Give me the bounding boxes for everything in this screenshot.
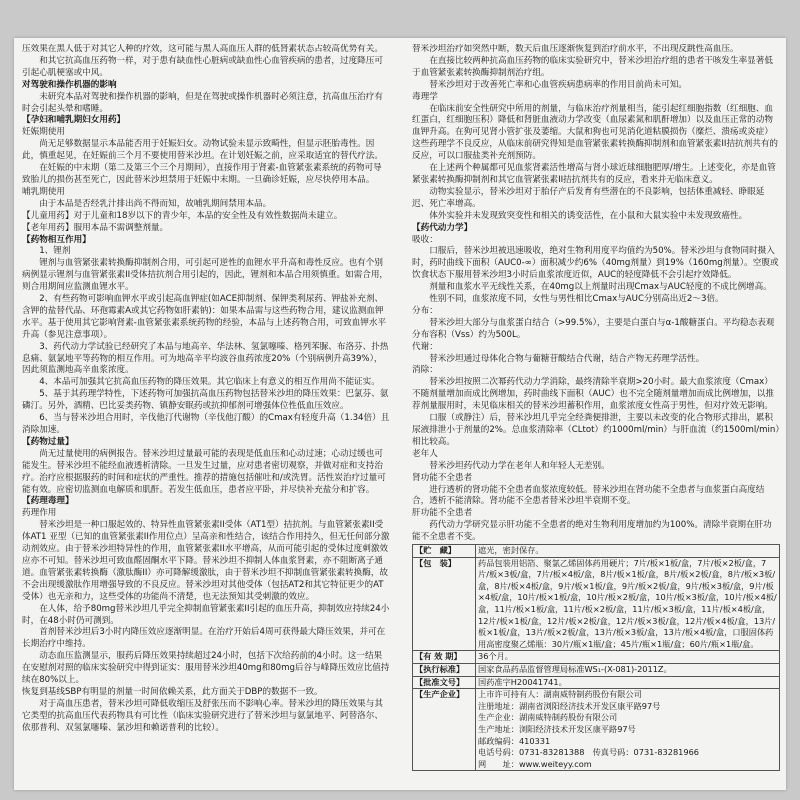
text-paragraph: 由于本品是否经乳汁排出尚不得而知，故哺乳期间禁用本品。 bbox=[39, 198, 272, 209]
text-paragraph: 压效果在黑人低于对其它人种的疗效，这可能与黑人高血压人群的低肾素状态占较高优势有关。 bbox=[22, 44, 383, 54]
product-info-row bbox=[413, 545, 780, 558]
text-paragraph: 1、锂剂 bbox=[39, 246, 71, 257]
text-paragraph: 在妊娠的中末期（第二及第三个三个月期间），直接作用于肾素-血管紧张素系统的药物可导致胎儿的损伤甚至死亡，因此替米沙坦禁用于妊娠中末期。一旦确诊妊娠，应尽快停用本品。 bbox=[22, 163, 382, 185]
text-paragraph: 替米沙坦对于改善死亡率和心血管疾病患病率的作用目前尚未可知。 bbox=[429, 79, 688, 90]
product-info-row bbox=[413, 557, 780, 651]
product-info-row bbox=[413, 651, 780, 664]
info-value: 上市许可持有人：湖南威特制药股份有限公司 注册地址：湖南省浏阳经济技术开发区康平路97号 生产企业：湖南威特制药股份有限公司 生产地址：浏阳经济技术开发区康平路97号 邮政编码：410331 电话号码：0731-83281388 传真号码：0731-83281966 网 址：www.weiteyy.com bbox=[476, 689, 780, 771]
product-info-row bbox=[413, 689, 780, 771]
right-text-column bbox=[412, 44, 780, 786]
info-value: 遮光，密封保存。 bbox=[476, 545, 780, 558]
text-paragraph: 锂剂与血管紧张素转换酶抑制剂合用，可引起可逆性的血锂水平升高和毒性反应。也有个别病例显示锂剂与血管紧张素II受体拮抗剂合用引起的，因此，锂剂和本品合用须慎重。如需合用，则合用期间应监测血锂水平。 bbox=[22, 258, 389, 293]
left-text-column bbox=[22, 44, 390, 786]
info-label: 【批准文号】 bbox=[413, 676, 476, 689]
info-label: 【生产企业】 bbox=[413, 689, 476, 771]
text-paragraph: 尚无过量使用的病例报告。替米沙坦过量最可能的表现是低血压和心动过速；心动过缓也可能发生。替米沙坦不能经血液透析清除。一旦发生过量，应对患者密切观察，并做对症和支持治疗。治疗应根据服药的时间和症状的严重性。推荐的措施包括催吐和/或洗胃。活性炭治疗过量可能有效。应密切监测血电解质和肌酐。若发生低血压，患者应平卧，并尽快补充盐分和扩容。 bbox=[22, 448, 386, 495]
text-paragraph: 动物实验显示，替米沙坦对于胎仔产后发育有些潜在的不良影响，包括体重减轻、睁眼延迟、死亡率增高。 bbox=[412, 186, 765, 209]
text-paragraph: 消除： bbox=[412, 365, 438, 376]
info-value: 国家食品药品监督管理局标准WS₁-(X-081)-2011Z。 bbox=[476, 664, 780, 677]
section-heading: 【药理毒理】 bbox=[22, 496, 74, 507]
text-paragraph: 药代动力学研究显示肝功能不全患者的绝对生物利用度增加约为100%。清除半衰期在肝功能不全患者不变。 bbox=[412, 520, 772, 543]
text-paragraph: 和其它抗高血压药物一样，对于患有缺血性心脏病或缺血性心血管疾病的患者，过度降压可引起心肌梗塞或中风。 bbox=[22, 55, 383, 78]
right-text-body bbox=[412, 44, 780, 544]
text-paragraph: 替米沙坦是一种口服起效的、特异性血管紧张素II受体（AT1型）拮抗剂。与血管紧张素II受体AT1 亚型（已知的血管紧张素II作用位点）呈高亲和性结合，该结合作用持久，但无任何部分激动剂效应。由于替米沙坦特异性的作用，血管紧张素II水平增高，从而可能引起的受体过度刺激效应亦不可知。替米沙坦可致血醛固酮水平下降。替米沙坦不抑制人体血浆肾素，亦不阻断离子通道。血管紧张素转换酶（激肽酶II）亦可降解缓激肽，由于替米沙坦不抑制血管紧张素转换酶，故不会出现缓激肽作用增强导致的不良反应。替米沙坦对其他受体（包括AT2和其它特征更少的AT受体）也无亲和力，这些受体的功能尚不清楚，也无法预知其受刺激的效应。 bbox=[22, 520, 390, 602]
text-paragraph: 未研究本品对驾驶和操作机器的影响，但是在驾驶或操作机器时必须注意，抗高血压治疗有时会引起头晕和嗜睡。 bbox=[22, 91, 383, 114]
text-paragraph: 老年人 bbox=[412, 448, 438, 459]
text-paragraph: 替米沙坦按照二次幂药代动力学消除，最终清除半衰期>20小时。最大血浆浓度（Cmax）不随剂量增加而成比例增加，药时曲线下面积（AUC）也不完全随剂量增加而成比例增加，以推荐剂量服用时，未见临床相关的替米沙坦蓄积作用，血浆浓度女性高于男性，但对疗效无影响。 bbox=[412, 377, 774, 412]
text-paragraph: 在上述两个种属都可见血浆肾素活性增高与肾小球近球细胞肥厚/增生。上述变化，亦是血管紧张素转换酶抑制剂和其它血管紧张素II拮抗剂共有的反应，看来并无临床意义。 bbox=[412, 163, 776, 185]
text-paragraph: 毒理学 bbox=[412, 91, 438, 102]
text-paragraph: 对于高血压患者，替米沙坦可降低收缩压及舒张压而不影响心率。替米沙坦的降压效果与其它类型的抗高血压代表药物具有可比性（临床实验研究进行了替米沙坦与氨氯地平、阿替洛尔、依那普利、双氢氯噻嗪、氯沙坦和赖诺普利的比较）。 bbox=[22, 698, 383, 733]
text-paragraph: 药理作用 bbox=[22, 508, 57, 519]
text-paragraph: 替米沙坦大部分与血浆蛋白结合（>99.5%），主要是白蛋白与α-1酸糖蛋白。平均稳态表观分布容积（Vss）约为500L。 bbox=[412, 317, 775, 340]
text-paragraph: 体外实验并未发现致突变性和相关的诱变活性，在小鼠和大鼠实验中未发现致癌性。 bbox=[429, 210, 748, 221]
text-paragraph: 替米沙坦通过母体化合物与葡糖苷酸结合代谢，结合产物无药理学活性。 bbox=[429, 353, 705, 364]
text-paragraph: 替米沙坦治疗如突然中断，数天后血压逐渐恢复到治疗前水平，不出现反跳性高血压。 bbox=[412, 44, 739, 54]
info-value: 国药准字H20041741。 bbox=[476, 676, 780, 689]
info-value: 36个月。 bbox=[476, 651, 780, 664]
text-paragraph: 口服后，替米沙坦被迅速吸收，绝对生物利用度平均值约为50%。替米沙坦与食物同时摄入时，药时曲线下面积（AUC0-∞）面积减少约6%（40mg剂量）到19%（160mg剂量）。空腹或饮食状态下服用替米沙坦3小时后血浆浓度近似，AUC的轻度降低不会引起疗效降低。 bbox=[412, 246, 779, 281]
section-heading: 【药物过量】 bbox=[22, 436, 74, 447]
section-heading: 对驾驶和操作机器的影响 bbox=[22, 79, 117, 90]
text-paragraph: 5、基于其药理学特性，下述药物可加强抗高血压药物包括替米沙坦的降压效果：巴氯芬、氨磷汀。另外，酒精、巴比妥类药物、镇静安眠药或抗抑郁剂可增强体位性低血压效应。 bbox=[22, 389, 389, 412]
section-heading: 【药代动力学】 bbox=[412, 222, 473, 233]
text-paragraph: 首剂替米沙坦后3小时内降压效应逐渐明显。在治疗开始后4周可获得最大降压效果，并可在长期治疗中维持。 bbox=[22, 627, 386, 650]
text-paragraph: 妊娠期使用 bbox=[22, 127, 65, 138]
text-paragraph: 剂量和血浆水平无线性关系，在40mg以上剂量时出现Cmax与AUC轻度的不成比例增高。 bbox=[429, 282, 772, 293]
text-paragraph: 性别不同，血浆浓度不同，女性与男性相比Cmax与AUC分别高出近2～3倍。 bbox=[429, 294, 724, 305]
product-info-row bbox=[413, 664, 780, 677]
text-paragraph: 哺乳期使用 bbox=[22, 186, 65, 197]
text-paragraph: 在临床前安全性研究中所用的剂量，与临床治疗剂量相当，能引起红细胞指数（红细胞、血红蛋白，红细胞压积）降低和肾脏血液动力学改变（血尿素氮和肌酐增加）以及血压正常的动物血钾升高。在狗可见肾小管扩张及萎缩。大鼠和狗也可见消化道粘膜损伤（糜烂、溃疡或炎症）这些药理学不良反应，从临床前研究得知是血管紧张素转换酶抑制剂和血管紧张素II拮抗剂共有的反应，可以口服盐类补充剂预防。 bbox=[412, 103, 779, 162]
text-paragraph: 6、当与替米沙坦合用时，辛伐他汀代谢物（辛伐他汀酸）的Cmax有轻度升高（1.34倍）且消除加速。 bbox=[22, 413, 390, 435]
text-paragraph: 2、有些药物可影响血钾水平或引起高血钾症(如ACE抑制剂、保钾类利尿药、钾盐补充剂、含钾的盐替代品、环孢霉素A或其它药物如肝素钠)：如果本品需与这些药物合用，建议监测血钾水平。基于使用其它影响肾素-血管紧张素系统药物的经验，本品与上述药物合用，可致血钾水平升高（参见注意事项）。 bbox=[22, 294, 387, 340]
text-paragraph: 尚无足够数据显示本品能否用于妊娠妇女。动物试验未显示致畸性，但显示胚胎毒性。因此，慎重起见，在妊娠前三个月不要使用替米沙坦。在计划妊娠之前，应采取适宜的替代疗法。 bbox=[22, 139, 383, 162]
section-heading: 【孕妇和哺乳期妇女用药】 bbox=[22, 115, 126, 126]
text-paragraph: 动态血压监测显示，服药后降压效果持续超过24小时，包括下次给药前的4小时。这一结果在安慰剂对照的临床实验研究中得到证实：服用替米沙坦40mg和80mg后谷与峰降压效应比值持续在80%以上。 bbox=[22, 651, 390, 686]
text-paragraph: 肝功能不全患者 bbox=[412, 508, 473, 519]
info-value: 药品包装用铝箔、聚氯乙烯固体药用硬片；7片/板×1板/盒，7片/板×2板/盒，7片/板×3板/盒，7片/板×4板/盒，8片/板×1板/盒，8片/板×2板/盒，8片/板×3板/盒，8片/板×4板/盒，9片/板×1板/盒，9片/板×2板/盒，9片/板×3板/盒，9片/板×4板/盒，10片/板×1板/盒，10片/板×2板/盒，10片/板×3板/盒，10片/板×4板/盒，11片/板×1板/盒，11片/板×2板/盒，11片/板×3板/盒，11片/板×4板/盒，12片/板×1板/盒，12片/板×2板/盒，12片/板×3板/盒，12片/板×4板/盒，13片/板×1板/盒，13片/板×2板/盒，13片/板×3板/盒，13片/板×4板/盒，口服固体药用高密度聚乙烯瓶：30片/瓶×1瓶/盒；45片/瓶×1瓶/盒；60片/瓶×1瓶/盒。 bbox=[476, 557, 780, 651]
package-insert-page bbox=[14, 38, 786, 790]
text-paragraph: 恢复到基线SBP有明显的剂量一时间依赖关系，此方面关于DBP的数据不一致。 bbox=[22, 686, 323, 697]
info-label: 【执行标准】 bbox=[413, 664, 476, 677]
text-paragraph: 吸收： bbox=[412, 234, 438, 245]
info-label: 【有 效 期】 bbox=[413, 651, 476, 664]
text-paragraph: 肾功能不全患者 bbox=[412, 472, 473, 483]
product-info-table bbox=[412, 544, 780, 771]
text-paragraph: 口服（或静注）后，替米沙坦几乎完全经粪便排泄，主要以未改变的化合物形式排出，累积尿液排泄小于剂量的2%。总血浆清除率（CLtot）约1000ml/min）与肝血流（约1500ml/min）相比较高。 bbox=[412, 413, 780, 447]
text-paragraph: 代谢： bbox=[412, 341, 438, 352]
text-paragraph: 3、药代动力学试验已经研究了本品与地高辛、华法林、氢氯噻嗪、格列苯脲、布洛芬、扑热息痛、氨氯地平等药物的相互作用。可为地高辛平均波谷血药浓度20%（个别病例升高39%），因此须监测地高辛血浆浓度。 bbox=[22, 341, 389, 376]
text-paragraph: 在直接比较两种抗高血压药物的临床实验研究中，替米沙坦治疗组的患者干咳发生率显著低于血管紧张素转换酶抑制剂治疗组。 bbox=[412, 55, 773, 78]
info-label: 【包 装】 bbox=[413, 557, 476, 651]
info-label: 【贮 藏】 bbox=[413, 545, 476, 558]
section-heading: 【药物相互作用】 bbox=[22, 234, 91, 245]
text-paragraph: 进行透析的肾功能不全患者血浆浓度较低。替米沙坦在肾功能不全患者与血浆蛋白高度结合，透析不能清除。肾功能不全患者替米沙坦半衰期不变。 bbox=[412, 484, 765, 507]
product-info-row bbox=[413, 676, 780, 689]
text-paragraph: 4、本品可加强其它抗高血压药物的降压效果。其它临床上有意义的相互作用尚不能证实。 bbox=[39, 377, 380, 388]
text-paragraph: 替米沙坦药代动力学在老年人和年轻人无差别。 bbox=[429, 460, 610, 471]
text-paragraph: 在人体，给予80mg替米沙坦几乎完全抑制血管紧张素II引起的血压升高，抑制效应持续24小时，在48小时仍可测到。 bbox=[22, 603, 390, 626]
text-paragraph: 【老年用药】服用本品不需调整剂量。 bbox=[22, 222, 169, 233]
text-paragraph: 分布： bbox=[412, 305, 438, 316]
text-paragraph: 【儿童用药】对于儿童和18岁以下的青少年，本品的安全性及有效性数据尚未建立。 bbox=[22, 210, 343, 221]
